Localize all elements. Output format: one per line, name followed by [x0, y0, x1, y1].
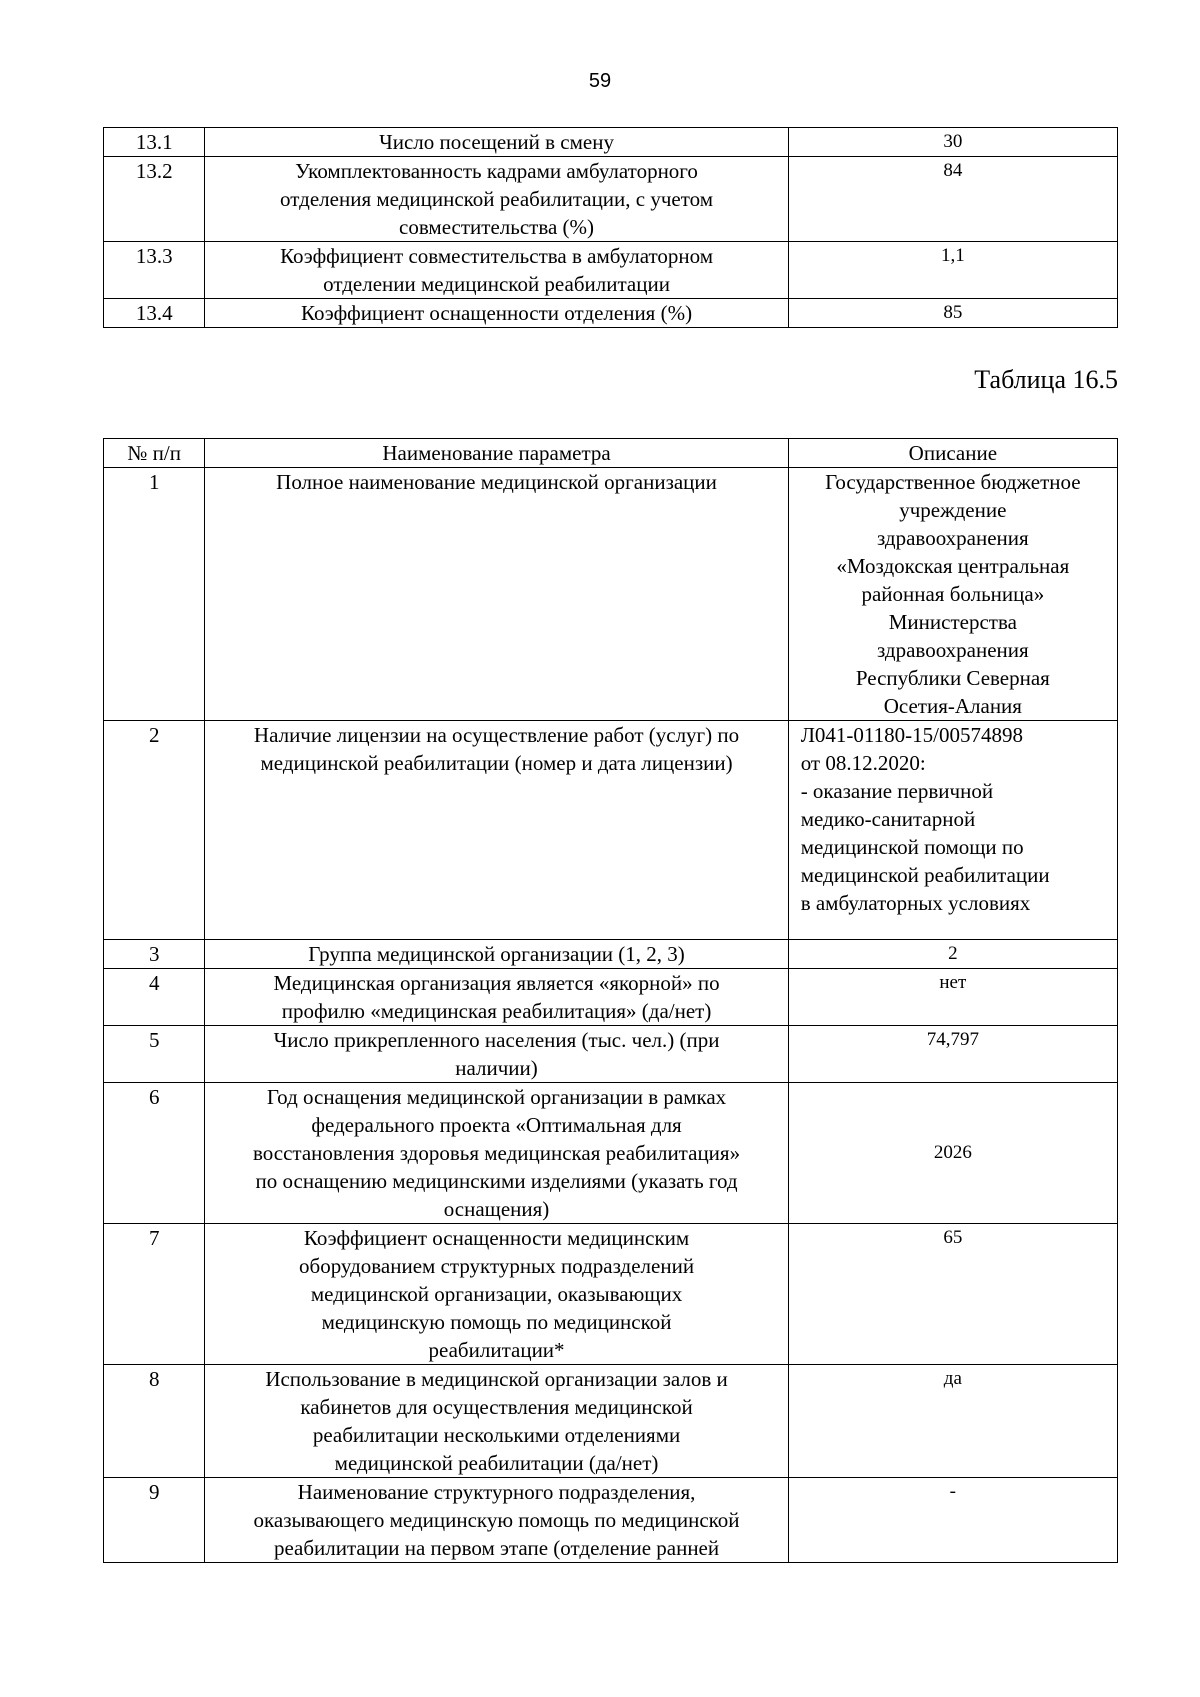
table-row [104, 969, 1118, 1026]
table-row [104, 242, 1118, 299]
row-value: 2 [788, 940, 1117, 969]
row-value: 2026 [788, 1083, 1117, 1224]
row-parameter: Группа медицинской организации (1, 2, 3) [205, 940, 788, 969]
row-parameter: Использование в медицинской организации залов и кабинетов для осуществления медицинской реабилитации несколькими отделениями медицинской реабилитации (да/нет) [205, 1365, 788, 1478]
row-parameter: Наименование структурного подразделения, оказывающего медицинскую помощь по медицинской реабилитации на первом этапе (отделение ранней [205, 1478, 788, 1563]
row-parameter: Полное наименование медицинской организации [205, 468, 788, 721]
table-row [104, 1478, 1118, 1563]
table-row [104, 721, 1118, 940]
row-value: да [788, 1365, 1117, 1478]
row-parameter: Число посещений в смену [205, 128, 788, 157]
header-parameter: Наименование параметра [205, 439, 788, 468]
row-parameter: Год оснащения медицинской организации в рамках федерального проекта «Оптимальная для восстановления здоровья медицинская реабилитация» по оснащению медицинскими изделиями (указать год оснащения) [205, 1083, 788, 1224]
indicators-table-continued [103, 127, 1118, 328]
table-row [104, 1026, 1118, 1083]
row-number: 9 [104, 1478, 205, 1563]
row-number: 2 [104, 721, 205, 940]
row-number: 3 [104, 940, 205, 969]
row-parameter: Коэффициент оснащенности медицинским оборудованием структурных подразделений медицинской организации, оказывающих медицинскую помощь по медицинской реабилитации* [205, 1224, 788, 1365]
row-value: 1,1 [788, 242, 1117, 299]
row-number: 13.3 [104, 242, 205, 299]
row-parameter: Медицинская организация является «якорной» по профилю «медицинская реабилитация» (да/нет) [205, 969, 788, 1026]
table-row [104, 1365, 1118, 1478]
row-number: 1 [104, 468, 205, 721]
row-value: нет [788, 969, 1117, 1026]
row-parameter: Наличие лицензии на осуществление работ (услуг) по медицинской реабилитации (номер и дата лицензии) [205, 721, 788, 940]
table-row [104, 128, 1118, 157]
row-number: 13.2 [104, 157, 205, 242]
row-number: 13.4 [104, 299, 205, 328]
table-row [104, 1083, 1118, 1224]
row-number: 6 [104, 1083, 205, 1224]
row-number: 4 [104, 969, 205, 1026]
table-row [104, 1224, 1118, 1365]
row-value: 30 [788, 128, 1117, 157]
row-parameter: Укомплектованность кадрами амбулаторного отделения медицинской реабилитации, с учетом совместительства (%) [205, 157, 788, 242]
row-number: 7 [104, 1224, 205, 1365]
table-row [104, 468, 1118, 721]
row-parameter: Коэффициент оснащенности отделения (%) [205, 299, 788, 328]
table-caption: Таблица 16.5 [974, 365, 1118, 394]
table-row [104, 940, 1118, 969]
row-value: Л041-01180-15/00574898 от 08.12.2020: - оказание первичной медико-санитарной медицинской помощи по медицинской реабилитации в амбулаторных условиях [788, 721, 1117, 940]
row-parameter: Число прикрепленного населения (тыс. чел.) (при наличии) [205, 1026, 788, 1083]
row-value: 74,797 [788, 1026, 1117, 1083]
row-value: Государственное бюджетное учреждение здравоохранения «Моздокская центральная районная больница» Министерства здравоохранения Республики Северная Осетия-Алания [788, 468, 1117, 721]
row-parameter: Коэффициент совместительства в амбулаторном отделении медицинской реабилитации [205, 242, 788, 299]
organization-table [103, 438, 1118, 1563]
row-value: - [788, 1478, 1117, 1563]
row-number: 8 [104, 1365, 205, 1478]
row-value: 84 [788, 157, 1117, 242]
row-number: 13.1 [104, 128, 205, 157]
row-value: 65 [788, 1224, 1117, 1365]
table-header-row [104, 439, 1118, 468]
row-number: 5 [104, 1026, 205, 1083]
header-number: № п/п [104, 439, 205, 468]
table-row [104, 157, 1118, 242]
page-number: 59 [588, 70, 612, 92]
header-description: Описание [788, 439, 1117, 468]
table-row [104, 299, 1118, 328]
row-value: 85 [788, 299, 1117, 328]
